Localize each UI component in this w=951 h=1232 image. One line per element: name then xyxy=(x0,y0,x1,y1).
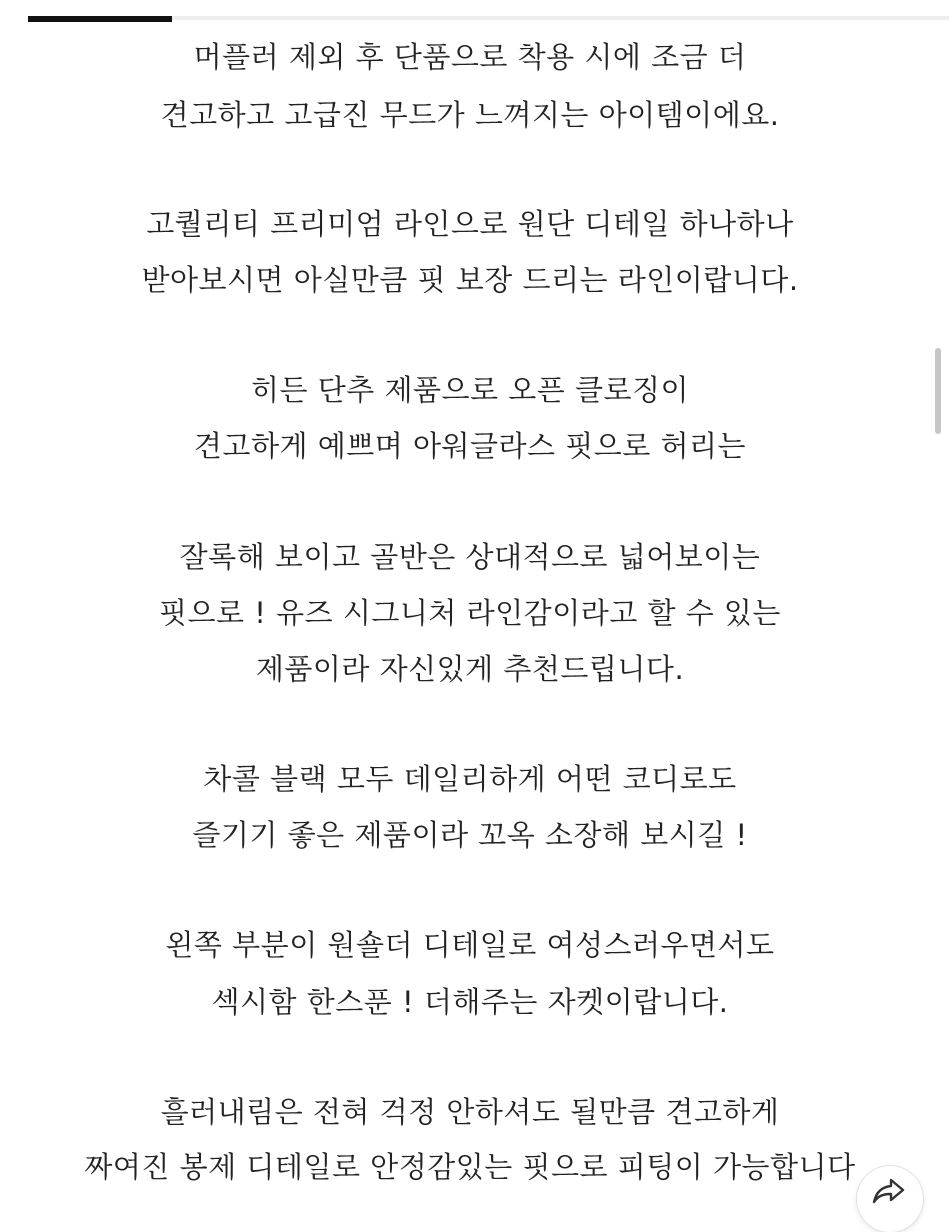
description-line: 견고하게 예쁘며 아워글라스 핏으로 허리는 xyxy=(193,429,747,463)
description-line: 머플러 제외 후 단품으로 착용 시에 조금 더 xyxy=(193,40,747,74)
description-line: 흘러내림은 전혀 걱정 안하셔도 될만큼 견고하게 xyxy=(160,1095,780,1129)
description-line: 왼쪽 부분이 원숄더 디테일로 여성스러우면서도 xyxy=(165,928,775,962)
description-line: 받아보시면 아실만큼 핏 보장 드리는 라인이랍니다. xyxy=(141,263,799,297)
share-button[interactable] xyxy=(857,1166,923,1232)
description-line: 섹시함 한스푼 ! 더해주는 자켓이랍니다. xyxy=(211,985,729,1019)
description-line: 짜여진 봉제 디테일로 안정감있는 핏으로 피팅이 가능합니다 xyxy=(84,1150,856,1184)
scrollbar-thumb[interactable] xyxy=(935,348,941,434)
description-line: 즐기기 좋은 제품이라 꼬옥 소장해 보시길 ! xyxy=(192,818,748,852)
description-line: 핏으로 ! 유즈 시그니처 라인감이라고 할 수 있는 xyxy=(159,596,781,630)
description-line: 잘록해 보이고 골반은 상대적으로 넓어보이는 xyxy=(179,540,761,574)
share-icon xyxy=(871,1176,907,1206)
description-line: 고퀄리티 프리미엄 라인으로 원단 디테일 하나하나 xyxy=(146,207,794,241)
description-line: 히든 단추 제품으로 오픈 클로징이 xyxy=(250,373,690,407)
description-line: 차콜 블랙 모두 데일리하게 어떤 코디로도 xyxy=(203,762,737,796)
description-line: 제품이라 자신있게 추천드립니다. xyxy=(255,652,685,686)
description-line: 견고하고 고급진 무드가 느껴지는 아이템이에요. xyxy=(160,98,780,132)
